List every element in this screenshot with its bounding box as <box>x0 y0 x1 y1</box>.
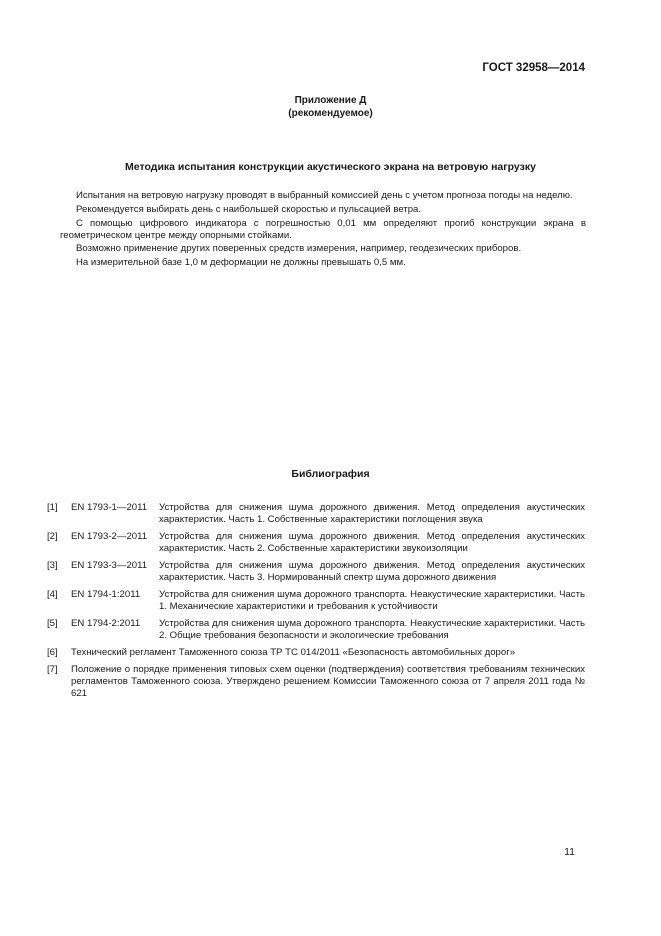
appendix-heading <box>0 94 661 120</box>
bibliography-item <box>47 502 585 526</box>
standard-code: ГОСТ 32958—2014 <box>482 62 585 74</box>
bibliography-text: Устройства для снижения шума дорожного движения. Метод определения акустических характеристик. Часть 2. Собственные характеристики звукоизоляции <box>159 531 585 554</box>
bibliography-number: [2] <box>47 531 58 542</box>
bibliography-item <box>47 647 585 659</box>
bibliography-number: [6] <box>47 647 58 658</box>
bibliography-item <box>47 618 585 642</box>
bibliography-number: [4] <box>47 589 58 600</box>
bibliography-code: EN 1793-3—2011 <box>71 560 148 571</box>
bibliography-code: EN 1793-1—2011 <box>71 502 148 513</box>
bibliography-title: Библиография <box>291 468 370 480</box>
paragraph: На измерительной базе 1,0 м деформации не должны превышать 0,5 мм. <box>76 257 406 269</box>
bibliography-item <box>47 531 585 555</box>
bibliography-text: Устройства для снижения шума дорожного движения. Метод определения акустических характеристик. Часть 3. Нормированный спектр шума дорожного движения <box>159 560 585 583</box>
bibliography-text: Устройства для снижения шума дорожного транспорта. Неакустические характеристики. Часть 1. Механические характеристики и требования к устойчивости <box>159 589 585 612</box>
paragraph: Испытания на ветровую нагрузку проводят в выбранный комиссией день с учетом прогноза погоды на неделю. <box>76 190 573 201</box>
bibliography-item <box>47 664 585 700</box>
bibliography-item <box>47 589 585 613</box>
bibliography-text: Положение о порядке применения типовых схем оценки (подтверждения) соответствия требованиям технических регламентов Таможенного союза. Утверждено решением Комиссии Таможенного союза от 7 апреля 2011 года № 621 <box>71 664 585 699</box>
appendix-subtitle: (рекомендуемое) <box>288 108 373 119</box>
appendix-title: Приложение Д <box>294 95 367 106</box>
bibliography-code: EN 1793-2—2011 <box>71 531 148 542</box>
section-title: Методика испытания конструкции акустического экрана на ветровую нагрузку <box>125 161 536 173</box>
paragraph: Возможно применение других поверенных средств измерения, например, геодезических приборов. <box>76 243 522 255</box>
page-number: 11 <box>564 846 575 858</box>
bibliography-code: EN 1794-2:2011 <box>71 618 141 629</box>
bibliography-text: Устройства для снижения шума дорожного движения. Метод определения акустических характеристик. Часть 1. Собственные характеристики поглощения звука <box>159 502 585 525</box>
bibliography-code: EN 1794-1:2011 <box>71 589 141 600</box>
bibliography-number: [1] <box>47 502 58 513</box>
bibliography-list <box>47 502 585 705</box>
section-body <box>60 190 586 271</box>
paragraph: С помощью цифрового индикатора с погрешностью 0,01 мм определяют прогиб конструкции экрана в геометрическом центре между опорными стойками. <box>60 217 586 241</box>
bibliography-item <box>47 560 585 584</box>
bibliography-text: Технический регламент Таможенного союза ТР ТС 014/2011 «Безопасность автомобильных дорог» <box>71 647 516 658</box>
paragraph: Рекомендуется выбирать день с наибольшей скоростью и пульсацией ветра. <box>76 203 422 215</box>
bibliography-number: [3] <box>47 560 58 571</box>
bibliography-number: [5] <box>47 618 58 629</box>
bibliography-number: [7] <box>47 664 58 675</box>
bibliography-text: Устройства для снижения шума дорожного транспорта. Неакустические характеристики. Часть 2. Общие требования безопасности и экологические требования <box>159 618 585 641</box>
